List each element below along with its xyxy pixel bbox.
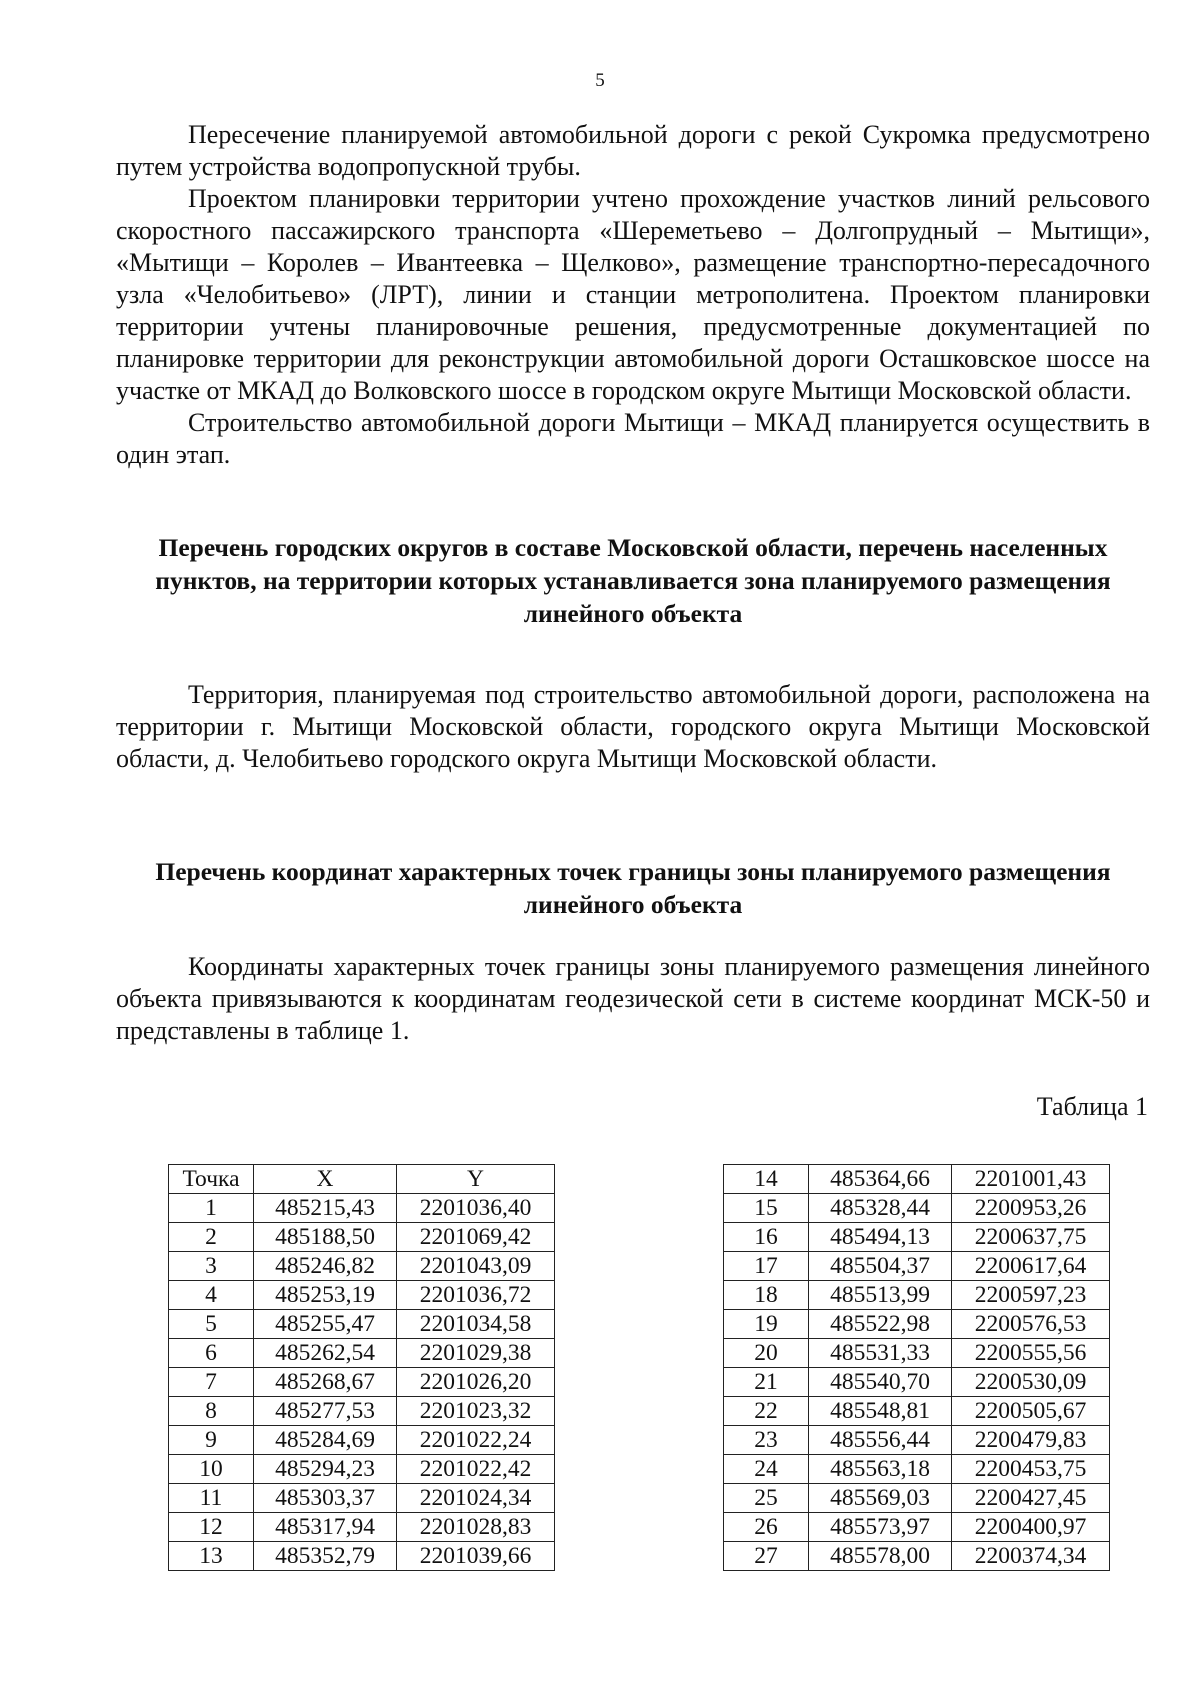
cell-x: 485540,70: [809, 1368, 952, 1397]
cell-y: 2200479,83: [952, 1426, 1110, 1455]
cell-point: 1: [169, 1194, 254, 1223]
cell-point: 4: [169, 1281, 254, 1310]
cell-x: 485255,47: [254, 1310, 397, 1339]
cell-x: 485284,69: [254, 1426, 397, 1455]
table-row: [724, 1513, 1110, 1542]
cell-x: 485578,00: [809, 1542, 952, 1571]
table-row: [169, 1542, 555, 1571]
cell-y: 2200453,75: [952, 1455, 1110, 1484]
cell-x: 485563,18: [809, 1455, 952, 1484]
table-row: [169, 1426, 555, 1455]
paragraph-construction-stage: Строительство автомобильной дороги Мытищи – МКАД планируется осуществить в один этап.: [116, 408, 1150, 469]
table-row: [169, 1223, 555, 1252]
cell-x: 485504,37: [809, 1252, 952, 1281]
cell-y: 2201043,09: [397, 1252, 555, 1281]
cell-y: 2201023,32: [397, 1397, 555, 1426]
territory-section: [116, 679, 1150, 775]
cell-y: 2201001,43: [952, 1165, 1110, 1194]
cell-y: 2201039,66: [397, 1542, 555, 1571]
cell-x: 485294,23: [254, 1455, 397, 1484]
table-row: [724, 1252, 1110, 1281]
cell-x: 485277,53: [254, 1397, 397, 1426]
table-header-row: [169, 1165, 555, 1194]
cell-point: 20: [724, 1339, 809, 1368]
cell-point: 5: [169, 1310, 254, 1339]
cell-x: 485246,82: [254, 1252, 397, 1281]
cell-point: 13: [169, 1542, 254, 1571]
cell-point: 23: [724, 1426, 809, 1455]
cell-x: 485556,44: [809, 1426, 952, 1455]
table-row: [724, 1397, 1110, 1426]
cell-point: 6: [169, 1339, 254, 1368]
cell-x: 485215,43: [254, 1194, 397, 1223]
cell-x: 485531,33: [809, 1339, 952, 1368]
header-x: X: [254, 1165, 397, 1194]
cell-y: 2200597,23: [952, 1281, 1110, 1310]
cell-y: 2201022,42: [397, 1455, 555, 1484]
cell-y: 2200505,67: [952, 1397, 1110, 1426]
cell-x: 485328,44: [809, 1194, 952, 1223]
table-row: [169, 1310, 555, 1339]
table-row: [169, 1194, 555, 1223]
cell-y: 2201069,42: [397, 1223, 555, 1252]
cell-x: 485548,81: [809, 1397, 952, 1426]
cell-point: 15: [724, 1194, 809, 1223]
cell-x: 485262,54: [254, 1339, 397, 1368]
table-row: [724, 1194, 1110, 1223]
cell-y: 2201028,83: [397, 1513, 555, 1542]
coordinates-table-right: [723, 1164, 1110, 1571]
cell-y: 2200953,26: [952, 1194, 1110, 1223]
cell-x: 485494,13: [809, 1223, 952, 1252]
cell-point: 21: [724, 1368, 809, 1397]
cell-y: 2201036,40: [397, 1194, 555, 1223]
cell-y: 2200576,53: [952, 1310, 1110, 1339]
table-caption: Таблица 1: [1036, 1092, 1148, 1121]
header-point: Точка: [169, 1165, 254, 1194]
paragraph-planning-notes: Проектом планировки территории учтено прохождение участков линий рельсового скоростного пассажирского транспорта «Шереметьево – Долгопрудный – Мытищи», «Мытищи – Королев – Ивантеевка – Щелково», размещение транспортно-пересадочного узла «Челобитьево» (ЛРТ), линии и станции метрополитена. Проектом планировки территории учтены планировочные решения, предусмотренные документацией по планировке территории для реконструкции автомобильной дороги Осташковское шоссе на участке от МКАД до Волковского шоссе в городском округе Мытищи Московской области.: [116, 184, 1150, 405]
cell-y: 2201029,38: [397, 1339, 555, 1368]
table-row: [724, 1368, 1110, 1397]
page-number: 5: [595, 70, 605, 91]
cell-x: 485303,37: [254, 1484, 397, 1513]
cell-point: 3: [169, 1252, 254, 1281]
cell-point: 19: [724, 1310, 809, 1339]
table-row: [169, 1455, 555, 1484]
cell-y: 2200427,45: [952, 1484, 1110, 1513]
table-row: [169, 1252, 555, 1281]
table-row: [724, 1223, 1110, 1252]
table-row: [724, 1339, 1110, 1368]
table-row: [724, 1455, 1110, 1484]
heading-districts: Перечень городских округов в составе Московской области, перечень населенных пунктов, на территории которых устанавливается зона планируемого размещения линейного объекта: [155, 533, 1111, 628]
cell-point: 14: [724, 1165, 809, 1194]
cell-point: 27: [724, 1542, 809, 1571]
cell-point: 17: [724, 1252, 809, 1281]
table-row: [724, 1484, 1110, 1513]
cell-y: 2201034,58: [397, 1310, 555, 1339]
table-row: [169, 1484, 555, 1513]
cell-point: 11: [169, 1484, 254, 1513]
cell-y: 2200530,09: [952, 1368, 1110, 1397]
table-row: [724, 1542, 1110, 1571]
table-row: [724, 1310, 1110, 1339]
cell-x: 485188,50: [254, 1223, 397, 1252]
cell-point: 22: [724, 1397, 809, 1426]
paragraph-territory: Территория, планируемая под строительство автомобильной дороги, расположена на территории г. Мытищи Московской области, городского округа Мытищи Московской области, д. Челобитьево городского округа Мытищи Московской области.: [116, 680, 1150, 773]
cell-point: 16: [724, 1223, 809, 1252]
cell-y: 2200617,64: [952, 1252, 1110, 1281]
intro-section: [116, 119, 1150, 471]
cell-x: 485573,97: [809, 1513, 952, 1542]
cell-y: 2200637,75: [952, 1223, 1110, 1252]
cell-point: 18: [724, 1281, 809, 1310]
table-row: [724, 1281, 1110, 1310]
cell-y: 2200374,34: [952, 1542, 1110, 1571]
cell-point: 7: [169, 1368, 254, 1397]
cell-point: 2: [169, 1223, 254, 1252]
cell-y: 2201036,72: [397, 1281, 555, 1310]
table-row: [169, 1513, 555, 1542]
cell-x: 485522,98: [809, 1310, 952, 1339]
table-row: [169, 1368, 555, 1397]
cell-x: 485317,94: [254, 1513, 397, 1542]
cell-x: 485364,66: [809, 1165, 952, 1194]
table-row: [724, 1426, 1110, 1455]
cell-y: 2201022,24: [397, 1426, 555, 1455]
cell-x: 485513,99: [809, 1281, 952, 1310]
heading-coordinates: Перечень координат характерных точек границы зоны планируемого размещения линейного объекта: [155, 857, 1111, 919]
cell-x: 485352,79: [254, 1542, 397, 1571]
paragraph-coordinates: Координаты характерных точек границы зоны планируемого размещения линейного объекта привязываются к координатам геодезической сети в системе координат МСК-50 и представлены в таблице 1.: [116, 952, 1150, 1045]
header-y: Y: [397, 1165, 555, 1194]
paragraph-river-crossing: Пересечение планируемой автомобильной дороги с рекой Сукромка предусмотрено путем устройства водопропускной трубы.: [116, 120, 1150, 181]
cell-point: 25: [724, 1484, 809, 1513]
cell-x: 485253,19: [254, 1281, 397, 1310]
cell-point: 24: [724, 1455, 809, 1484]
table-row: [169, 1339, 555, 1368]
table-row: [169, 1397, 555, 1426]
coordinates-section: [116, 951, 1150, 1047]
cell-point: 12: [169, 1513, 254, 1542]
cell-x: 485569,03: [809, 1484, 952, 1513]
cell-y: 2200555,56: [952, 1339, 1110, 1368]
cell-point: 10: [169, 1455, 254, 1484]
cell-y: 2201026,20: [397, 1368, 555, 1397]
table-row: [724, 1165, 1110, 1194]
cell-y: 2201024,34: [397, 1484, 555, 1513]
cell-point: 26: [724, 1513, 809, 1542]
coordinates-table-left: [168, 1164, 555, 1571]
cell-point: 8: [169, 1397, 254, 1426]
table-row: [169, 1281, 555, 1310]
cell-point: 9: [169, 1426, 254, 1455]
cell-x: 485268,67: [254, 1368, 397, 1397]
cell-y: 2200400,97: [952, 1513, 1110, 1542]
